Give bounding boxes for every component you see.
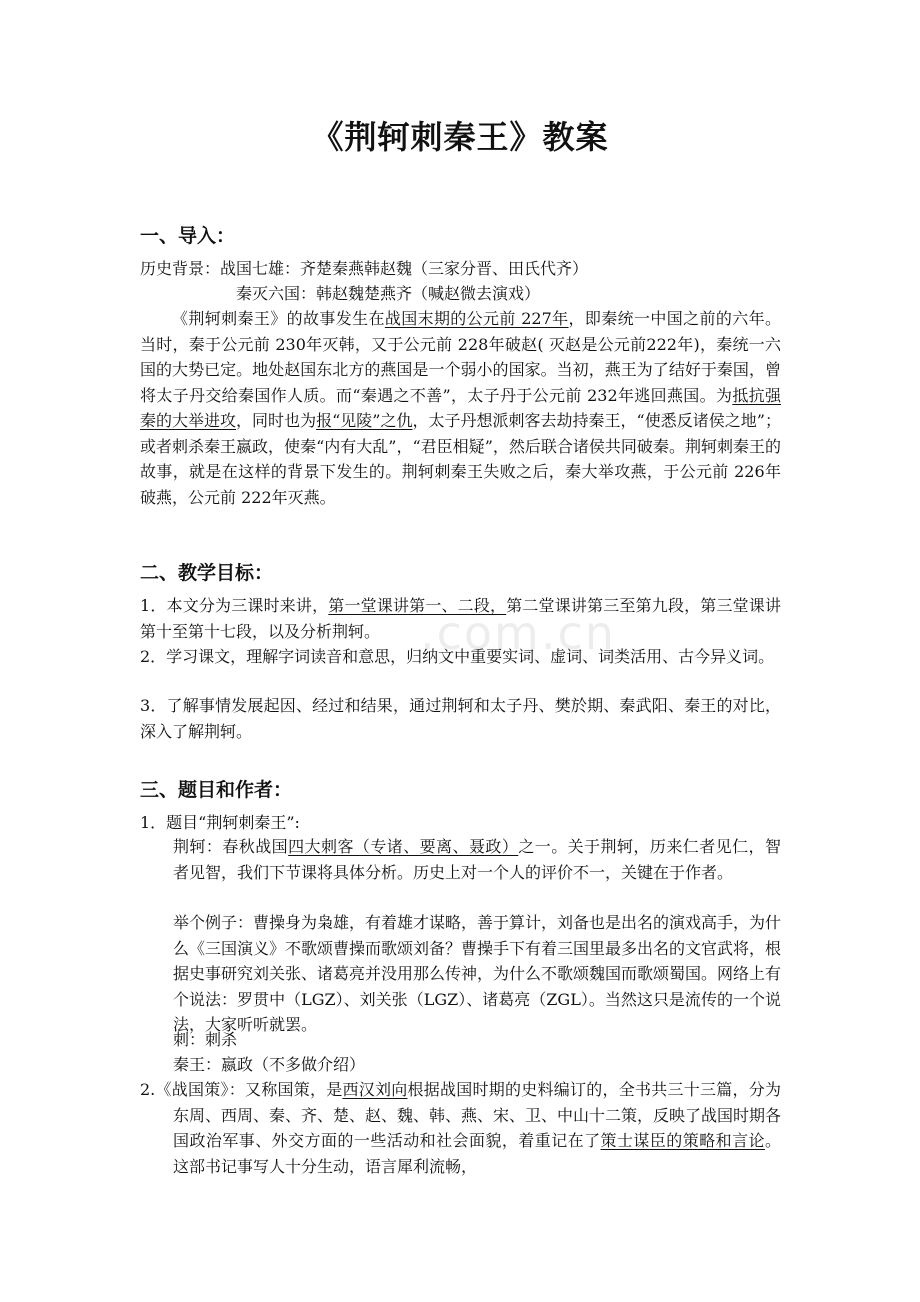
zhanguoce-text-b: 根据战国时期的史料编订的，全书共三十三篇，分为东周、西周、秦、齐、楚、赵、魏、韩、燕、宋、卫、中山十二策，反映了战国时期各国政治军事、外交方面的一些活动和社会面貌，着重记在了: [173, 1080, 782, 1150]
background-line-1: [140, 256, 800, 282]
watermark: .com.cn: [420, 606, 616, 660]
jingke-paragraph: [173, 834, 781, 885]
intro-text-a: 《荆轲刺秦王》的故事发生在: [172, 309, 385, 328]
jingke-text-b: 之一。关于荆轲，历来仁者见仁，智者见智，我们下节课将具体分析。历史上对一个人的评价不一，关键在于作者。: [173, 837, 781, 882]
goal-item-3: 3．了解事情发展起因、经过和结果，通过荆轲和太子丹、樊於期、秦武阳、秦王的对比，深入了解荆轲。: [140, 696, 781, 741]
intro-text-c: ，同时也为: [236, 411, 317, 430]
background-line-2: 秦灭六国：韩赵魏楚燕齐（喊赵微去演戏）: [236, 284, 541, 303]
zhanguoce-underline-author: 西汉刘向: [342, 1080, 408, 1099]
jingke-text-a: 荆轲：春秋战国: [173, 837, 289, 856]
section-heading-intro: 一、导入：: [140, 225, 236, 247]
intro-text-d: ，太子丹想派刺客去劫持秦王，“使悉反诸侯之地”；或者刺杀秦王嬴政，使秦“内有大乱”，“君臣相疑”，然后联合诸侯共同破秦。荆轲刺秦王的故事，就是在这样的背景下发生的。荆轲刺秦王失败之后，秦大举攻燕，于公元前 226年破燕，公元前 222年灭燕。: [140, 411, 781, 507]
background-seven-states: 战国七雄：齐楚秦燕韩赵魏（三家分晋、田氏代齐）: [220, 259, 589, 278]
zhanguoce-text-c: 。这部书记事写人十分生动，语言犀利流畅，: [173, 1131, 781, 1176]
zhanguoce-underline-strategy: 策士谋臣的策略和言论: [600, 1131, 765, 1150]
zhanguoce-text-a: 2.《战国策》：又称国策，是: [140, 1080, 343, 1099]
jingke-underline: 四大刺客（专诸、要离、聂政）: [288, 837, 519, 856]
page-title: 《荆轲刺秦王》教案: [311, 118, 609, 156]
title-item-1: 1．题目“荆轲刺秦王”:: [140, 813, 300, 832]
intro-underline-revenge: 报“见陵”之仇: [316, 411, 413, 430]
section-heading-goals: 二、教学目标：: [140, 562, 274, 584]
goal-item-1: [140, 593, 781, 644]
intro-paragraph: [140, 306, 781, 510]
background-label: 历史背景：: [140, 259, 221, 278]
intro-text-b: ，即秦统一中国之前的六年。当时，秦于公元前 230年灭韩，又于公元前 228年破赵( 灭赵是公元前222年)，秦统一六国的大势已定。地处赵国东北方的燕国是一个弱小的国家。当初，燕王为了结好于秦国，曾将太子丹交给秦国作人质。而“秦遇之不善”，太子丹于公元前 232年逃回燕国。为: [140, 309, 781, 405]
goal-1-text-b: 第二堂课讲第三至第九段，第三堂课讲第十至第十七段，以及分析荆轲。: [140, 596, 781, 641]
goal-1-text-a: 1．本文分为三课时来讲，: [140, 596, 329, 615]
title-item-2: [140, 1077, 781, 1179]
intro-underline-date: 战国末期的公元前 227年: [384, 309, 569, 328]
intro-underline-resist: 抵抗强秦的大举进攻: [140, 385, 781, 430]
goal-1-underline: 第一堂课讲第一、二段，: [328, 596, 507, 615]
ci-line: 刺：刺杀: [173, 1030, 238, 1049]
example-paragraph: 举个例子：曹操身为枭雄，有着雄才谋略，善于算计，刘备也是出名的演戏高手，为什么《三国演义》不歌颂曹操而歌颂刘备？曹操手下有着三国里最多出名的文官武将，根据史事研究刘关张、诸葛亮并没用那么传神，为什么不歌颂魏国而歌颂蜀国。网络上有个说法：罗贯中（LGZ）、刘关张（LGZ）、诸葛亮（ZGL）。当然这只是流传的一个说法，大家听听就罢。: [173, 913, 782, 1034]
goal-item-2: 2．学习课文，理解字词读音和意思，归纳文中重要实词、虚词、词类活用、古今异义词。: [140, 647, 775, 666]
qinwang-line: 秦王：嬴政（不多做介绍）: [173, 1055, 366, 1074]
section-heading-title-author: 三、题目和作者：: [140, 779, 293, 801]
